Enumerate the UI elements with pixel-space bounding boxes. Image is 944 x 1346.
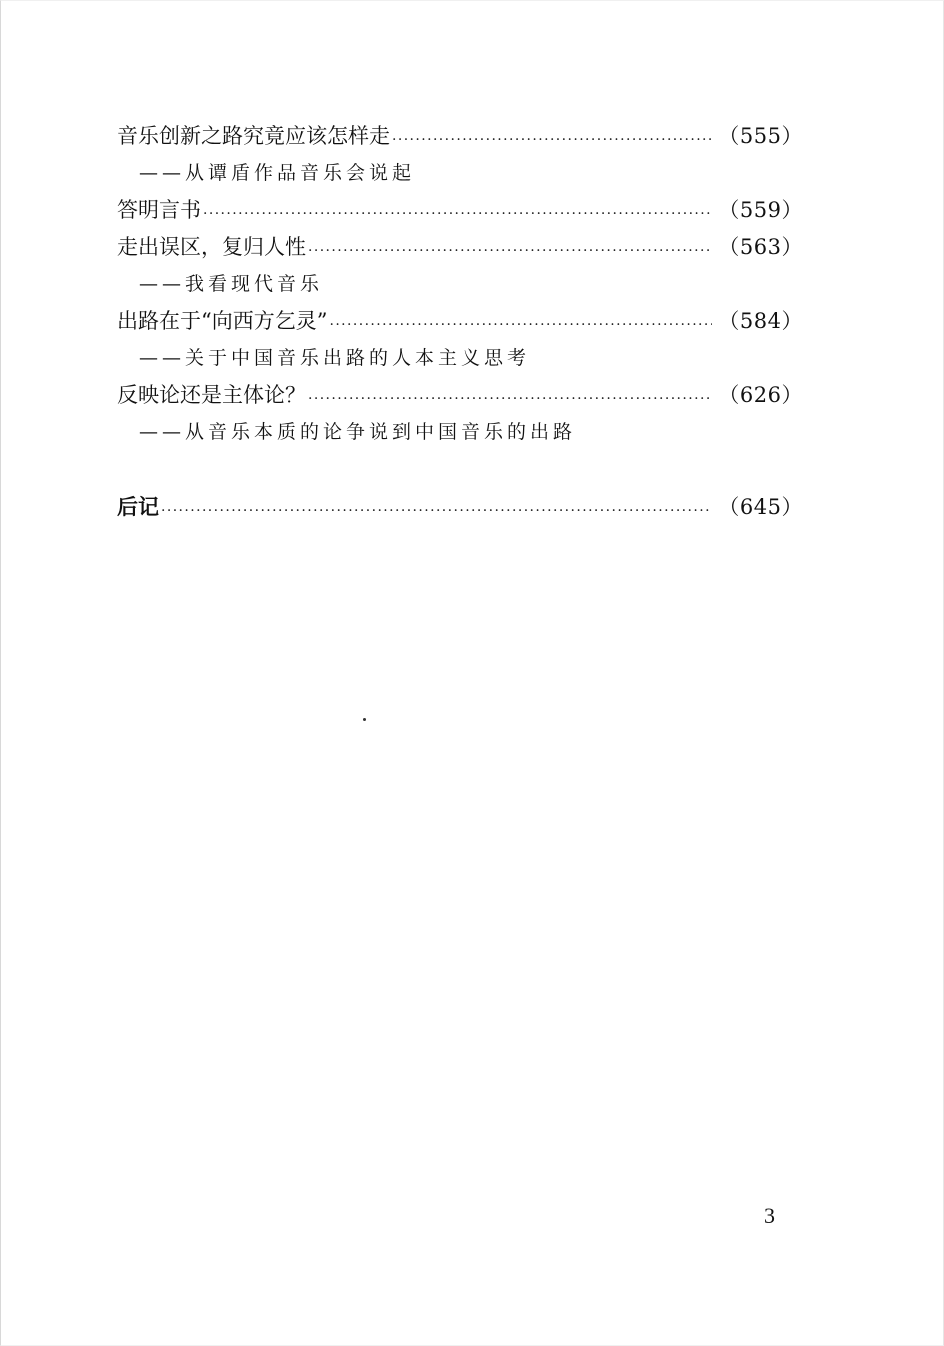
toc-entry-title: 出路在于“向西方乞灵”: [117, 309, 328, 333]
toc-entry-subtitle: ——从谭盾作品音乐会说起: [139, 162, 416, 184]
toc-entry-page: （559）: [718, 198, 803, 222]
toc-entry-title: 走出误区，复归人性: [117, 235, 306, 259]
toc-entry-page: （626）: [718, 383, 803, 407]
toc-entry-title: 音乐创新之路究竟应该怎样走: [117, 124, 390, 148]
section-gap: [117, 451, 803, 489]
toc-entry-subtitle: ——关于中国音乐出路的人本主义思考: [139, 347, 531, 369]
toc-entry[interactable]: [117, 303, 803, 340]
stray-mark: [363, 718, 366, 721]
leader-dots: [392, 118, 712, 155]
leader-dots: [203, 192, 712, 229]
leader-dots: [308, 377, 712, 414]
toc-entry-page: （584）: [718, 309, 803, 333]
toc-entry[interactable]: [117, 192, 803, 229]
toc-entry-page: （563）: [718, 235, 803, 259]
leader-dots: [308, 229, 712, 266]
toc-entry-page: （555）: [718, 124, 803, 148]
leader-dots: [329, 303, 712, 340]
toc-entry[interactable]: [117, 118, 803, 155]
page-number: 3: [764, 1203, 775, 1228]
table-of-contents: [117, 118, 803, 526]
toc-entry[interactable]: [117, 377, 803, 414]
toc-entry-title: 答明言书: [117, 198, 201, 222]
toc-entry-page: （645）: [718, 495, 803, 519]
toc-entry-title: 后记: [117, 495, 159, 519]
toc-entry-afterword[interactable]: [117, 489, 803, 526]
toc-entry-subtitle: ——从音乐本质的论争说到中国音乐的出路: [139, 421, 577, 443]
toc-entry[interactable]: [117, 229, 803, 266]
toc-entry-title: 反映论还是主体论？: [117, 383, 306, 407]
leader-dots: [161, 489, 712, 526]
toc-entry-subtitle: ——我看现代音乐: [139, 273, 324, 295]
